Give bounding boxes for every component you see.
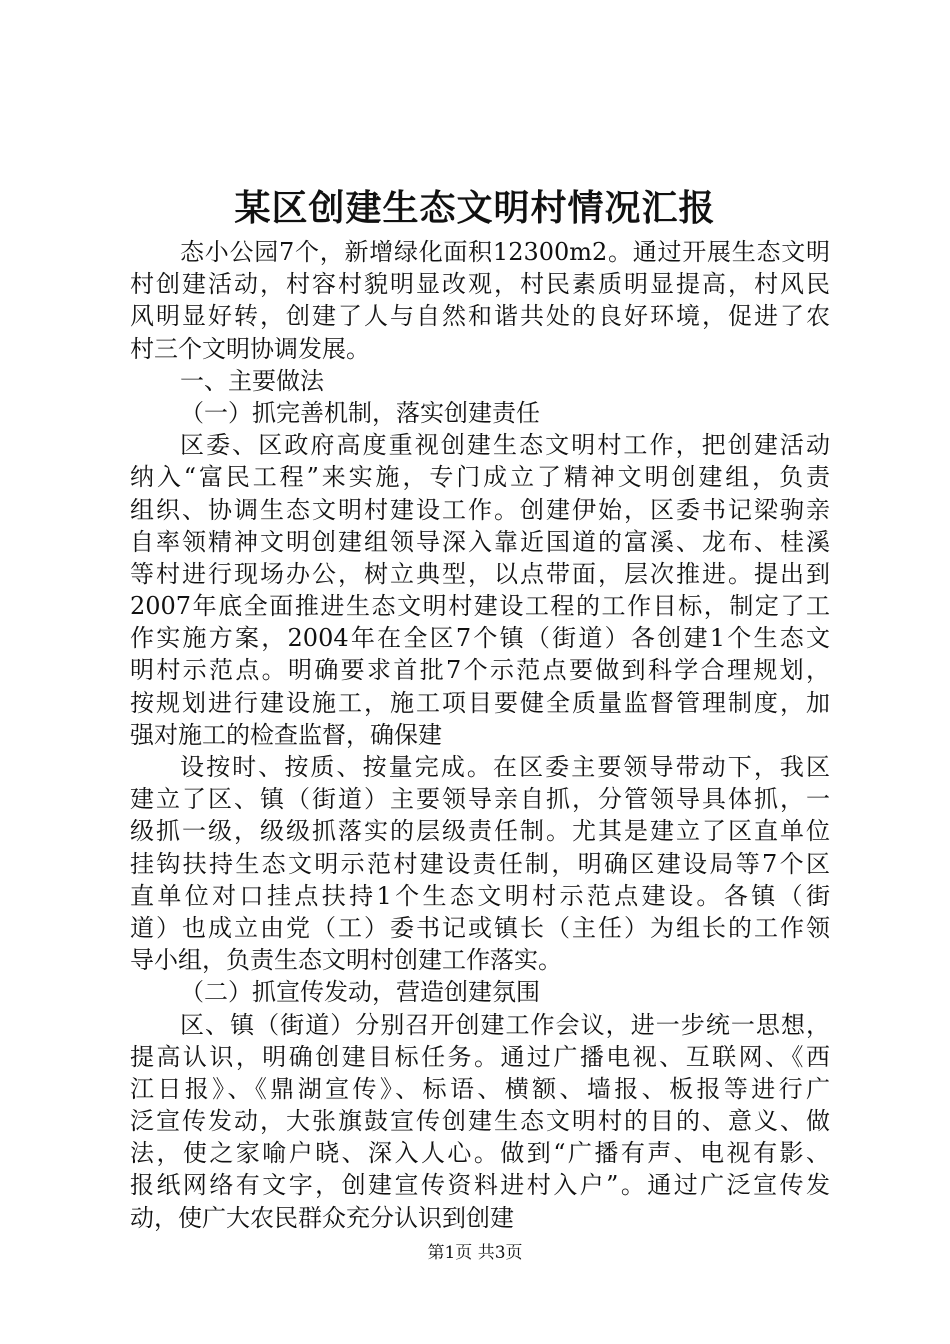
subsection-heading: （一）抓完善机制，落实创建责任 <box>180 398 540 427</box>
text-line: 作实施方案，2004年在全区7个镇（街道）各创建1个生态文 <box>130 624 830 653</box>
text-line: 自率领精神文明创建组领导深入靠近国道的富溪、龙布、桂溪 <box>130 527 830 556</box>
text-line: 区、镇（街道）分别召开创建工作会议，进一步统一思想， <box>180 1010 830 1039</box>
text-line: 法，使之家喻户晓、深入人心。做到“广播有声、电视有影、 <box>130 1139 830 1168</box>
text-line: 区委、区政府高度重视创建生态文明村工作，把创建活动 <box>180 431 830 460</box>
text-line: 设按时、按质、按量完成。在区委主要领导带动下，我区 <box>180 753 830 781</box>
text-line: 村创建活动，村容村貌明显改观，村民素质明显提高，村风民 <box>130 270 830 299</box>
text-line: 直单位对口挂点扶持1个生态文明村示范点建设。各镇（街 <box>130 881 830 910</box>
text-line: 纳入“富民工程”来实施，专门成立了精神文明创建组，负责 <box>130 463 830 492</box>
text-line: 江日报》、《鼎湖宣传》、标语、横额、墙报、板报等进行广 <box>130 1074 830 1103</box>
text-line: 建立了区、镇（街道）主要领导亲自抓，分管领导具体抓，一 <box>130 785 830 814</box>
text-line: 2007年底全面推进生态文明村建设工程的工作目标，制定了工 <box>130 592 830 621</box>
text-line: 态小公园7个，新增绿化面积12300m2。通过开展生态文明 <box>180 238 830 266</box>
text-line: 等村进行现场办公，树立典型，以点带面，层次推进。提出到 <box>130 559 830 588</box>
text-line: 按规划进行建设施工，施工项目要健全质量监督管理制度，加 <box>130 688 830 717</box>
text-line: 动，使广大农民群众充分认识到创建 <box>130 1203 514 1232</box>
text-line: 明村示范点。明确要求首批7个示范点要做到科学合理规划， <box>130 656 830 685</box>
document-title: 某区创建生态文明村情况汇报 <box>234 187 716 229</box>
page-footer <box>0 1242 950 1264</box>
text-line: 组织、协调生态文明村建设工作。创建伊始，区委书记梁驹亲 <box>130 495 830 524</box>
text-line: 村三个文明协调发展。 <box>130 334 370 363</box>
page-number: 第1页 共3页 <box>427 1243 523 1263</box>
text-line: 道）也成立由党（工）委书记或镇长（主任）为组长的工作领 <box>130 913 830 942</box>
text-line: 报纸网络有文字，创建宣传资料进村入户”。通过广泛宣传发 <box>130 1171 830 1200</box>
subsection-heading: （二）抓宣传发动，营造创建氛围 <box>180 978 540 1007</box>
text-line: 泛宣传发动，大张旗鼓宣传创建生态文明村的目的、意义、做 <box>130 1107 830 1136</box>
section-heading: 一、主要做法 <box>180 366 324 395</box>
document-body <box>130 236 830 1234</box>
text-line: 强对施工的检查监督，确保建 <box>130 720 442 749</box>
text-line: 风明显好转，创建了人与自然和谐共处的良好环境，促进了农 <box>130 302 830 331</box>
text-line: 提高认识，明确创建目标任务。通过广播电视、互联网、《西 <box>130 1042 830 1071</box>
text-line: 级抓一级，级级抓落实的层级责任制。尤其是建立了区直单位 <box>130 817 830 846</box>
text-line: 导小组，负责生态文明村创建工作落实。 <box>130 946 562 975</box>
text-line: 挂钩扶持生态文明示范村建设责任制，明确区建设局等7个区 <box>130 849 830 878</box>
